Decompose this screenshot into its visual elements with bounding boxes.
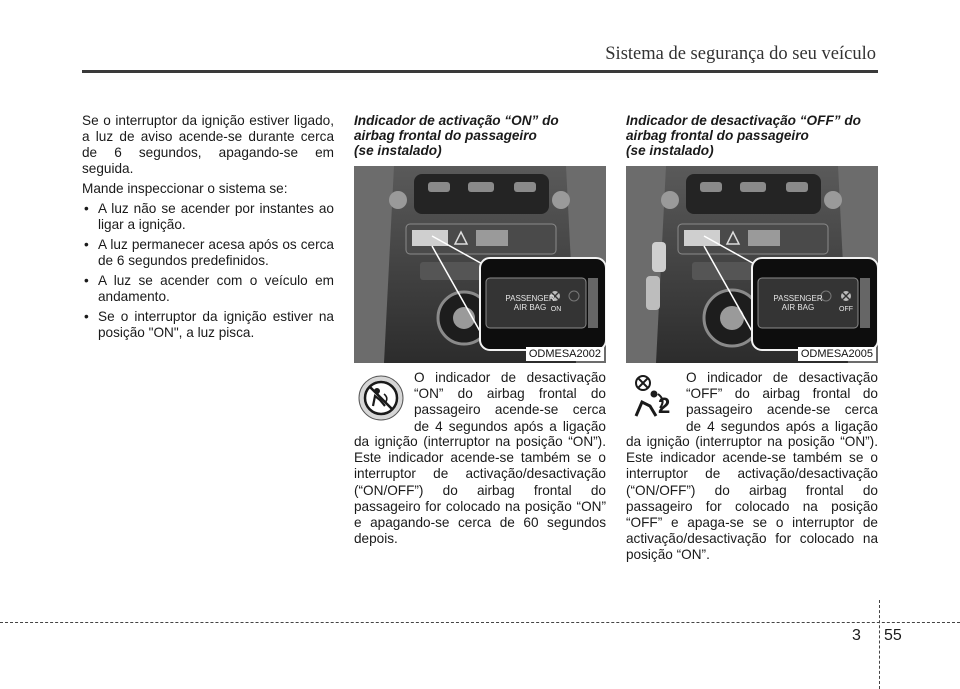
text-line: “ON” do airbag frontal do <box>414 386 606 402</box>
text-line: passageiro acende-se cerca <box>414 402 606 418</box>
list-item: • Se o interruptor da ignição estiver na posição "ON", a luz pisca. <box>82 309 334 341</box>
col3-lines-beside-icon <box>686 370 878 435</box>
panel-label-passenger: PASSENGER <box>773 294 823 303</box>
header-rule <box>82 70 878 73</box>
column-1 <box>82 113 334 345</box>
passenger-airbag-on-indicator-icon <box>356 373 406 423</box>
section-heading-line: Indicador de desactivação “OFF” do <box>626 113 861 128</box>
figure-dashboard-on <box>354 166 606 363</box>
column-2-heading <box>354 113 606 158</box>
col2-body-paragraph: da ignição (interruptor na posição “ON”). Este indicador acende-se também se o interruptor de activação/desactivação (“ON/OFF”) do airbag frontal do passageiro for colocado na posição “ON” e apagando-se cerca de 60 segundos depois. <box>354 434 606 547</box>
section-heading-line: airbag frontal do passageiro <box>626 128 809 143</box>
column-3-heading <box>626 113 878 158</box>
icon-digit: 2 <box>658 393 671 418</box>
text-line: “OFF” do airbag frontal do <box>686 386 878 402</box>
dashboard-photo-off <box>626 166 878 363</box>
panel-label-airbag: AIR BAG <box>513 303 547 312</box>
list-item: • A luz se acender com o veículo em andamento. <box>82 273 334 305</box>
section-heading-line: (se instalado) <box>354 143 442 158</box>
list-item: • A luz não se acender por instantes ao ligar a ignição. <box>82 201 334 233</box>
panel-label-airbag: AIR BAG <box>781 303 815 312</box>
intro-paragraph: Se o interruptor da ignição estiver ligado, a luz de aviso acende-se durante cerca de 6 segundos, apagando-se em seguida. <box>82 113 334 176</box>
panel-state-on: ON <box>550 306 562 313</box>
col3-body-paragraph: da ignição (interruptor na posição “ON”). Este indicador acende-se também se o interruptor de activação/desactivação (“ON/OFF”) do airbag frontal do passageiro for colocado na posição “OFF” e apaga-se se o interruptor de activação/desactivação for colocado na posição “ON”. <box>626 434 878 563</box>
panel-label-passenger: PASSENGER <box>505 294 555 303</box>
text-line: O indicador de desactivação <box>686 370 878 385</box>
section-heading-line: airbag frontal do passageiro <box>354 128 537 143</box>
page-number: 55 <box>884 627 902 644</box>
figure-dashboard-off <box>626 166 878 363</box>
footer-rule <box>0 622 960 623</box>
passenger-airbag-off-indicator-icon <box>628 372 680 424</box>
chapter-number: 3 <box>852 627 861 644</box>
text-line: de 4 segundos após a ligação <box>414 418 606 434</box>
col2-lines-beside-icon <box>414 370 606 435</box>
page-header-title: Sistema de segurança do seu veículo <box>605 44 876 64</box>
text-line: passageiro acende-se cerca <box>686 402 878 418</box>
panel-state-off: OFF <box>839 306 853 313</box>
section-heading-line: Indicador de activação “ON” do <box>354 113 559 128</box>
text-line: de 4 segundos após a ligação <box>686 418 878 434</box>
text-line: O indicador de desactivação <box>414 370 606 385</box>
inspection-list <box>82 201 334 341</box>
lead-paragraph: Mande inspeccionar o sistema se: <box>82 181 288 196</box>
figure-code: ODMESA2002 <box>526 347 604 361</box>
section-heading-line: (se instalado) <box>626 143 714 158</box>
footer-divider <box>879 600 880 689</box>
dashboard-photo-on <box>354 166 606 363</box>
list-item: • A luz permanecer acesa após os cerca de 6 segundos predefinidos. <box>82 237 334 269</box>
figure-code: ODMESA2005 <box>798 347 876 361</box>
